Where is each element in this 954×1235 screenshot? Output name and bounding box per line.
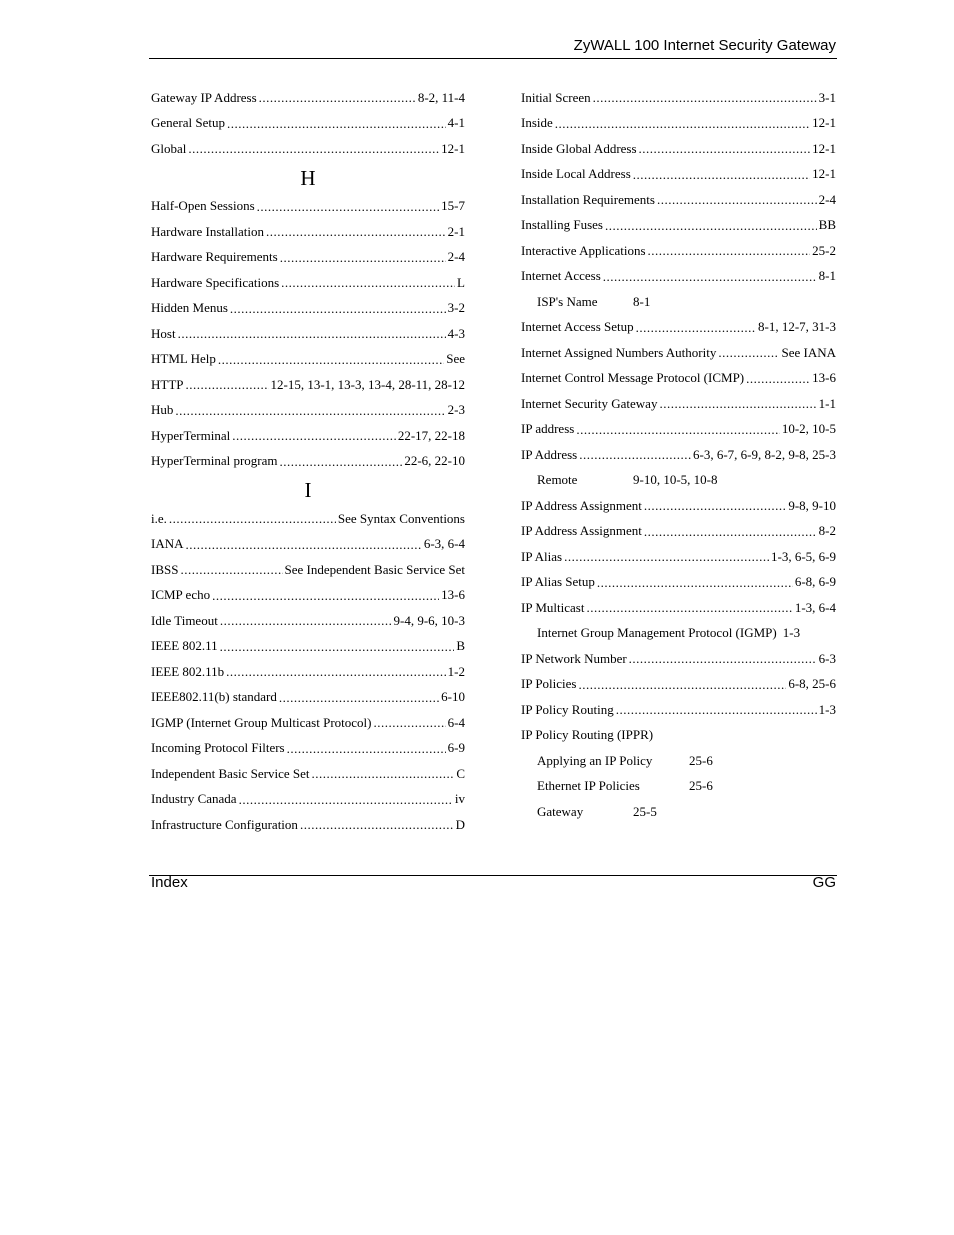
index-entry: [151, 761, 465, 787]
index-term: Inside: [521, 115, 553, 131]
index-entry: [151, 449, 465, 475]
index-page-refs: 6-4: [447, 714, 465, 730]
index-page-refs: 9-8, 9-10: [788, 497, 836, 513]
dot-leader: [657, 192, 817, 207]
index-term: Internet Security Gateway: [521, 395, 658, 411]
index-entry: [521, 391, 836, 417]
index-page-refs: 1-3, 6-4: [794, 599, 836, 615]
dot-leader: [648, 243, 811, 258]
dot-leader: [186, 377, 269, 392]
index-term: Installing Fuses: [521, 217, 603, 233]
index-page-refs: See Independent Basic Service Set: [284, 561, 465, 577]
index-term: Internet Assigned Numbers Authority: [521, 344, 717, 360]
index-page-refs: 22-6, 22-10: [404, 453, 465, 469]
index-letter-heading: H: [300, 165, 316, 190]
index-page-refs: 13-6: [441, 587, 465, 603]
index-page-refs: 8-2, 11-4: [417, 89, 465, 105]
index-term: Global: [151, 140, 187, 156]
index-term: Incoming Protocol Filters: [151, 740, 285, 756]
index-page-refs: 8-1: [633, 293, 651, 309]
index-term: Idle Timeout: [151, 612, 218, 628]
index-subterm: Gateway: [537, 803, 584, 819]
index-page-refs: 4-3: [447, 325, 465, 341]
index-entry: [151, 219, 465, 245]
index-letter-heading: I: [304, 478, 312, 502]
index-term: IP Policy Routing: [521, 701, 614, 717]
index-entry: [151, 398, 465, 424]
index-page-refs: 22-17, 22-18: [397, 427, 465, 443]
index-term: Inside Local Address: [521, 166, 631, 182]
index-page-refs: 8-2: [818, 523, 836, 539]
dot-leader: [746, 371, 810, 386]
index-entry: [521, 646, 836, 672]
index-entry: [521, 672, 836, 698]
index-page-refs: 25-6: [689, 778, 713, 794]
dot-leader: [586, 600, 792, 615]
header-title: ZyWALL 100 Internet Security Gateway: [573, 37, 836, 54]
index-subentry: [521, 799, 836, 825]
index-page-refs: 6-8, 25-6: [788, 676, 836, 692]
dot-leader: [212, 588, 439, 603]
dot-leader: [226, 664, 445, 679]
dot-leader: [259, 90, 416, 105]
dot-leader: [659, 396, 816, 411]
index-entry: [151, 423, 465, 449]
index-page-refs: 6-3, 6-4: [423, 536, 465, 552]
dot-leader: [169, 511, 336, 526]
dot-leader: [279, 690, 439, 705]
index-entry: [151, 812, 465, 838]
index-entry: [151, 372, 465, 398]
dot-leader: [280, 250, 446, 265]
index-page-refs: 4-1: [447, 115, 465, 131]
index-term: Gateway IP Address: [151, 89, 257, 105]
index-entry: [151, 85, 465, 111]
dot-leader: [629, 651, 817, 666]
dot-leader: [644, 524, 817, 539]
index-page-refs: 8-1, 12-7, 31-3: [758, 319, 836, 335]
index-term: General Setup: [151, 115, 226, 131]
index-term: i.e.: [151, 510, 167, 526]
index-page-refs: 25-6: [689, 752, 713, 768]
index-term: Hardware Requirements: [151, 249, 278, 265]
dot-leader: [593, 90, 817, 105]
index-page-refs: 1-3: [818, 701, 836, 717]
index-page-refs: 25-5: [633, 803, 657, 819]
dot-leader: [555, 116, 810, 131]
dot-leader: [227, 116, 446, 131]
index-term: IP Policy Routing (IPPR): [521, 727, 654, 743]
dot-leader: [311, 766, 454, 781]
dot-leader: [257, 199, 440, 214]
index-term: HTML Help: [151, 351, 216, 367]
index-term: IEEE 802.11: [151, 638, 218, 654]
index-term: IEEE802.11(b) standard: [151, 689, 277, 705]
index-entry: [521, 187, 836, 213]
index-entry: [151, 296, 465, 322]
index-term: Internet Control Message Protocol (ICMP): [521, 370, 745, 386]
index-page-refs: 6-3, 6-7, 6-9, 8-2, 9-8, 25-3: [693, 446, 836, 462]
index-entry: [151, 557, 465, 583]
index-term: HTTP: [151, 376, 184, 392]
index-term: Internet Access Setup: [521, 319, 634, 335]
index-entry: [521, 570, 836, 596]
index-entry: [521, 442, 836, 468]
index-subterm: ISP's Name: [537, 293, 598, 309]
index-entry: [151, 532, 465, 558]
index-page-refs: 12-1: [812, 115, 836, 131]
index-term: Initial Screen: [521, 89, 591, 105]
dot-leader: [636, 320, 756, 335]
dot-leader: [220, 613, 392, 628]
dot-leader: [281, 275, 455, 290]
index-term: IBSS: [151, 561, 179, 577]
index-page-refs: See: [446, 351, 465, 367]
index-page-refs: 10-2, 10-5: [781, 421, 836, 437]
dot-leader: [605, 218, 817, 233]
index-page-refs: 2-4: [818, 191, 836, 207]
index-term: IEEE 802.11b: [151, 663, 225, 679]
index-page-refs: 6-9: [447, 740, 465, 756]
dot-leader: [232, 428, 396, 443]
dot-leader: [373, 715, 445, 730]
dot-leader: [300, 817, 454, 832]
index-entry: [521, 111, 836, 137]
index-page-refs: 1-3: [782, 625, 801, 641]
index-page-refs: 6-3: [818, 650, 836, 666]
dot-leader: [239, 792, 453, 807]
index-page-refs: 2-4: [447, 249, 465, 265]
index-term: IP Address Assignment: [521, 523, 642, 539]
index-entry: [151, 787, 465, 813]
index-entry: [151, 136, 465, 162]
dot-leader: [186, 537, 422, 552]
index-entry: [521, 697, 836, 723]
index-page-refs: C: [456, 765, 465, 781]
index-term: IP Network Number: [521, 650, 627, 666]
index-page-refs: B: [456, 638, 465, 654]
dot-leader: [633, 167, 810, 182]
index-entry: [521, 136, 836, 162]
index-term: HyperTerminal: [151, 427, 231, 443]
index-page-refs: 25-2: [812, 242, 836, 258]
index-entry: [151, 245, 465, 271]
dot-leader: [564, 549, 769, 564]
index-page-refs: 12-1: [441, 140, 465, 156]
index-term: IP Policies: [521, 676, 577, 692]
index-page-refs: 8-1: [818, 268, 836, 284]
dot-leader: [230, 301, 446, 316]
index-entry: [521, 340, 836, 366]
index-page-refs: D: [455, 816, 465, 832]
index-page-refs: 3-1: [818, 89, 836, 105]
index-term: Hub: [151, 402, 174, 418]
index-entry: [151, 111, 465, 137]
index-term: Internet Access: [521, 268, 601, 284]
index-entry: [151, 634, 465, 660]
index-page-refs: 13-6: [812, 370, 836, 386]
index-term: HyperTerminal program: [151, 453, 278, 469]
index-page-refs: See Syntax Conventions: [337, 510, 465, 526]
index-entry: [151, 347, 465, 373]
index-entry: [151, 608, 465, 634]
index-term: Interactive Applications: [521, 242, 646, 258]
dot-leader: [644, 498, 786, 513]
footer-page-number: GG: [812, 874, 836, 891]
index-term: Independent Basic Service Set: [151, 765, 310, 781]
index-entry: [521, 213, 836, 239]
dot-leader: [579, 677, 787, 692]
index-page-refs: 9-4, 9-6, 10-3: [393, 612, 465, 628]
index-entry: [521, 264, 836, 290]
index-entry: [151, 685, 465, 711]
index-entry: [151, 270, 465, 296]
index-subentry: [521, 774, 836, 800]
index-entry: [151, 321, 465, 347]
index-term: Hardware Specifications: [151, 274, 280, 290]
dot-leader: [579, 447, 691, 462]
index-term: Industry Canada: [151, 791, 237, 807]
index-entry: [521, 417, 836, 443]
index-term: Inside Global Address: [521, 140, 637, 156]
index-entry: [151, 736, 465, 762]
index-entry: [151, 710, 465, 736]
header-rule: [149, 58, 837, 59]
index-subterm: Ethernet IP Policies: [537, 778, 640, 794]
index-term: IANA: [151, 536, 184, 552]
dot-leader: [175, 403, 445, 418]
index-subterm: Applying an IP Policy: [537, 752, 653, 768]
index-entry: [151, 194, 465, 220]
index-page-refs: 3-2: [447, 300, 465, 316]
index-term: IP Address: [521, 446, 578, 462]
index-entry: [521, 366, 836, 392]
index-entry: [521, 162, 836, 188]
footer-rule: [149, 875, 837, 876]
index-entry: [521, 493, 836, 519]
index-page-refs: 1-2: [447, 663, 465, 679]
index-subentry: [521, 468, 836, 494]
index-entry: [521, 315, 836, 341]
index-subterm: Internet Group Management Protocol (IGMP): [537, 625, 777, 641]
dot-leader: [220, 639, 455, 654]
index-page-refs: 2-3: [447, 402, 465, 418]
dot-leader: [287, 741, 446, 756]
dot-leader: [178, 326, 446, 341]
index-page-refs: 6-10: [441, 689, 465, 705]
index-page-refs: 12-1: [812, 140, 836, 156]
index-term: IGMP (Internet Group Multicast Protocol): [151, 714, 372, 730]
index-page-refs: 6-8, 6-9: [794, 574, 836, 590]
index-entry: [521, 238, 836, 264]
index-term: IP Multicast: [521, 599, 585, 615]
index-subterm: Remote: [537, 472, 578, 488]
index-page-refs: 2-1: [447, 223, 465, 239]
index-entry: [521, 519, 836, 545]
index-page-refs: BB: [818, 217, 836, 233]
index-entry: [151, 583, 465, 609]
dot-leader: [639, 141, 811, 156]
index-entry: [151, 506, 465, 532]
index-subentry: [521, 621, 836, 647]
index-page-refs: 15-7: [441, 198, 465, 214]
index-page-refs: iv: [454, 791, 465, 807]
dot-leader: [266, 224, 446, 239]
index-term: IP address: [521, 421, 575, 437]
dot-leader: [616, 702, 817, 717]
index-entry: [521, 595, 836, 621]
footer-section-label: Index: [151, 874, 188, 891]
index-subentry: [521, 748, 836, 774]
index-term: Host: [151, 325, 176, 341]
index-entry: [521, 85, 836, 111]
dot-leader: [718, 345, 779, 360]
index-page-refs: 1-1: [818, 395, 836, 411]
index-term: Hardware Installation: [151, 223, 264, 239]
index-page-refs: 12-15, 13-1, 13-3, 13-4, 28-11, 28-12: [270, 376, 465, 392]
index-entry: [521, 544, 836, 570]
dot-leader: [188, 141, 439, 156]
dot-leader: [597, 575, 793, 590]
index-subentry: [521, 289, 836, 315]
dot-leader: [218, 352, 444, 367]
dot-leader: [280, 454, 403, 469]
dot-leader: [576, 422, 780, 437]
dot-leader: [603, 269, 817, 284]
index-term: Installation Requirements: [521, 191, 655, 207]
index-page-refs: 12-1: [812, 166, 836, 182]
index-term: IP Address Assignment: [521, 497, 642, 513]
index-term: Half-Open Sessions: [151, 198, 255, 214]
index-term: Hidden Menus: [151, 300, 228, 316]
index-column-left: [151, 85, 465, 838]
index-page-refs: 9-10, 10-5, 10-8: [633, 472, 718, 488]
index-term: Infrastructure Configuration: [151, 816, 298, 832]
index-page-refs: See IANA: [781, 344, 836, 360]
index-term: IP Alias Setup: [521, 574, 595, 590]
index-term: ICMP echo: [151, 587, 211, 603]
index-entry: [151, 659, 465, 685]
index-page-refs: L: [457, 274, 465, 290]
index-term: IP Alias: [521, 548, 563, 564]
index-page-refs: 1-3, 6-5, 6-9: [771, 548, 836, 564]
dot-leader: [180, 562, 282, 577]
index-column-right: [521, 85, 836, 825]
index-entry: [521, 723, 836, 749]
